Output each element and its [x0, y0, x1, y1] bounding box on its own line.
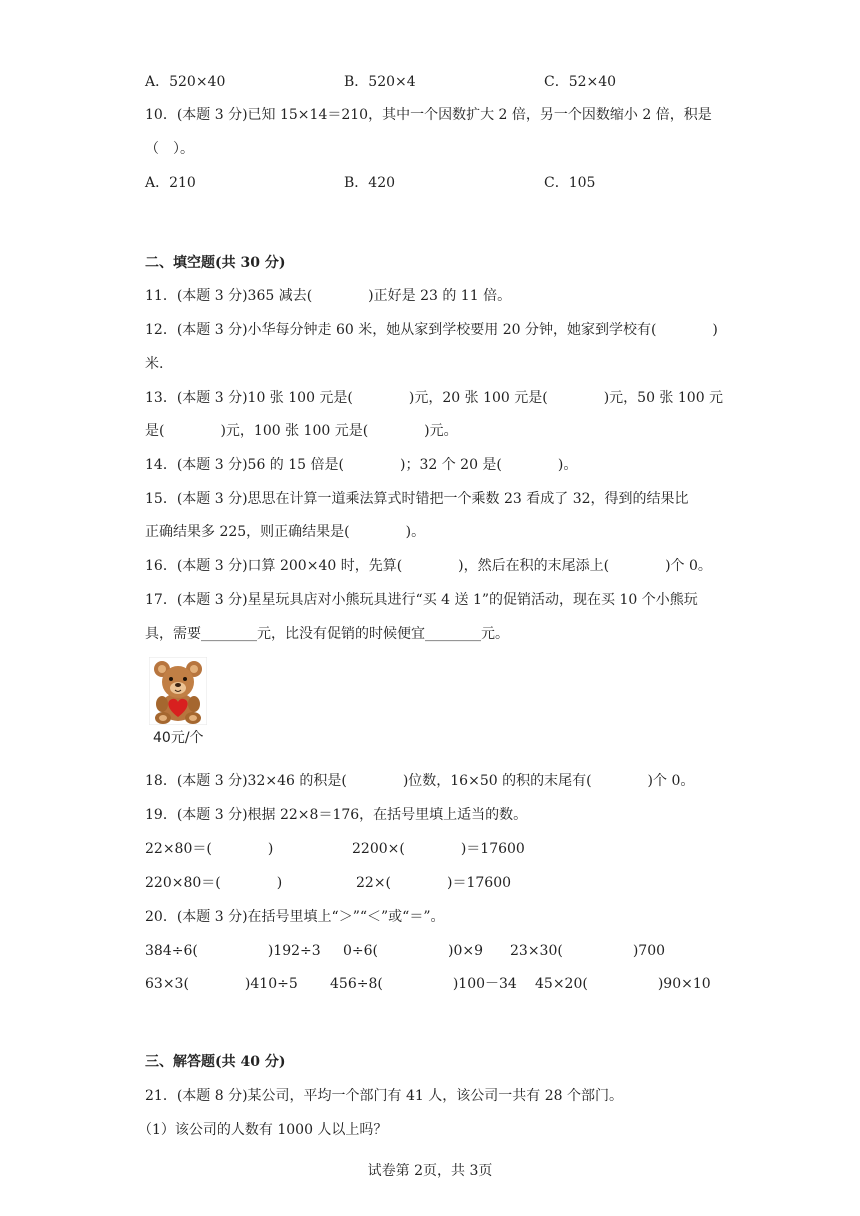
q10-option-b: B．420: [344, 175, 396, 191]
q10-text-line2: （ ）。: [145, 141, 194, 157]
section3-heading: 三、解答题(共 40 分): [145, 1054, 286, 1070]
q16-text: 16．(本题 3 分)口算 200×40 时，先算( )，然后在积的末尾添上( )个 0。: [145, 558, 712, 574]
q19-row1-right: 2200×( )＝17600: [352, 841, 525, 857]
q15-text-line1: 15．(本题 3 分)思思在计算一道乘法算式时错把一个乘数 23 看成了 32，得到的结果比: [145, 491, 689, 507]
q20-row1-col2: 0÷6( )0×9: [343, 943, 484, 959]
q20-row2-col2: 456÷8( )100－34: [330, 976, 517, 992]
q20-row2-col1: 63×3( )410÷5: [145, 976, 298, 992]
section2-heading: 二、填空题(共 30 分): [145, 255, 286, 271]
q19-row1-left: 22×80＝( ): [145, 841, 274, 857]
q20-row1-col3: 23×30( )700: [510, 943, 666, 959]
bear-price-caption: 40元/个: [153, 730, 204, 746]
teddy-bear-image: [149, 657, 207, 725]
q9-option-b: B．520×4: [344, 74, 416, 90]
q14-text: 14．(本题 3 分)56 的 15 倍是( )；32 个 20 是( )。: [145, 457, 578, 473]
q20-row2-col3: 45×20( )90×10: [535, 976, 711, 992]
q9-option-a: A．520×40: [145, 74, 226, 90]
q21-subquestion-1: （1）该公司的人数有 1000 人以上吗？: [138, 1122, 388, 1138]
q13-text-line1: 13．(本题 3 分)10 张 100 元是( )元，20 张 100 元是( )元，50 张 100 元: [145, 390, 724, 406]
q10-text-line1: 10．(本题 3 分)已知 15×14＝210，其中一个因数扩大 2 倍，另一个因数缩小 2 倍，积是: [145, 107, 712, 123]
q18-text: 18．(本题 3 分)32×46 的积是( )位数，16×50 的积的末尾有( )个 0。: [145, 773, 695, 789]
q19-row2-right: 22×( )＝17600: [356, 875, 512, 891]
q19-row2-left: 220×80＝( ): [145, 875, 283, 891]
page-footer: 试卷第 2页，共 3页: [367, 1163, 493, 1179]
q17-text-line1: 17．(本题 3 分)星星玩具店对小熊玩具进行“买 4 送 1”的促销活动，现在买 10 个小熊玩: [145, 592, 698, 608]
q10-option-c: C．105: [544, 175, 596, 191]
q21-text: 21．(本题 8 分)某公司，平均一个部门有 41 人，该公司一共有 28 个部门。: [145, 1088, 623, 1104]
q12-text-line2: 米.: [145, 356, 164, 372]
q15-text-line2: 正确结果多 225，则正确结果是( )。: [145, 524, 426, 540]
q17-text-line2: 具，需要________元，比没有促销的时候便宜________元。: [145, 626, 509, 642]
q13-text-line2: 是( )元，100 张 100 元是( )元。: [145, 423, 458, 439]
q9-option-c: C．52×40: [544, 74, 617, 90]
q19-text: 19．(本题 3 分)根据 22×8＝176，在括号里填上适当的数。: [145, 807, 528, 823]
q12-text-line1: 12．(本题 3 分)小华每分钟走 60 米，她从家到学校要用 20 分钟，她家到学校有( ): [145, 322, 718, 338]
q20-row1-col1: 384÷6( )192÷3: [145, 943, 321, 959]
q20-text: 20．(本题 3 分)在括号里填上“＞”“＜”或“＝”。: [145, 909, 445, 925]
q11-text: 11．(本题 3 分)365 减去( )正好是 23 的 11 倍。: [145, 288, 512, 304]
q10-option-a: A．210: [145, 175, 196, 191]
